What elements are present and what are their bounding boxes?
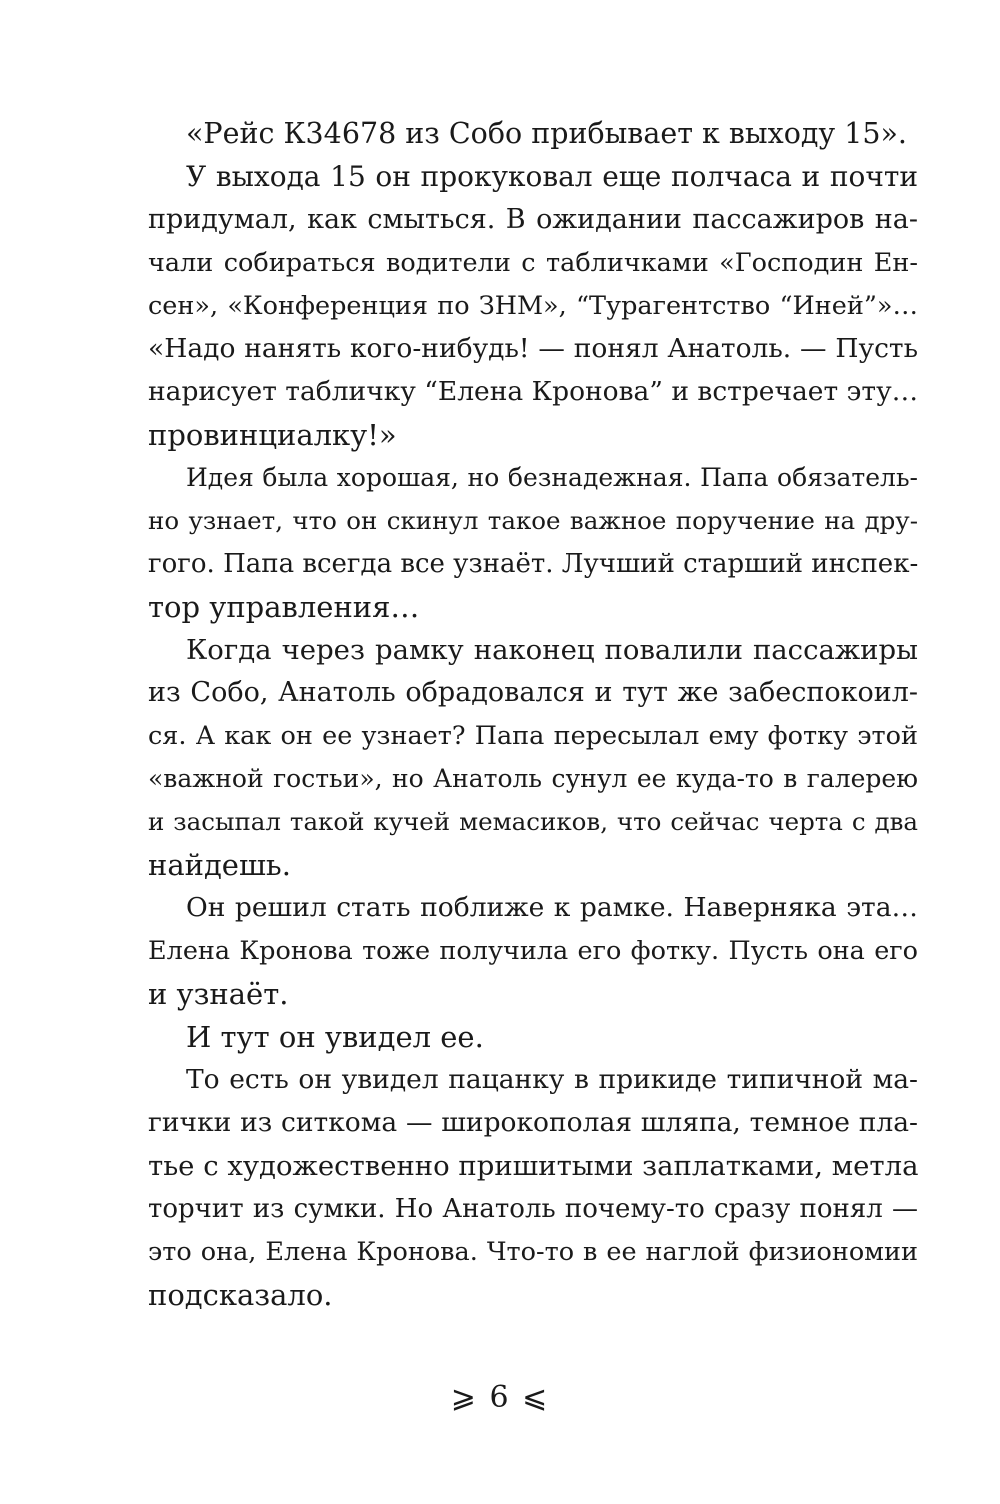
page-number: ⩾ 6 ⩽	[450, 1380, 550, 1415]
text-line: и засыпал такой кучей мемасиков, что сейчас черта с два	[148, 807, 918, 836]
text-line: Елена Кронова тоже получила его фотку. Пусть она его	[148, 936, 918, 966]
text-line: У выхода 15 он прокуковал еще полчаса и почти	[186, 160, 918, 193]
text-line: И тут он увидел ее.	[186, 1020, 484, 1054]
text-line: но узнает, что он скинул такое важное поручение на дру-	[148, 506, 918, 535]
text-line: провинциалку!»	[148, 418, 397, 452]
text-line: подсказало.	[148, 1278, 333, 1312]
text-line: чали собираться водители с табличками «Господин Ен-	[148, 248, 918, 278]
text-line: из Собо, Анатоль обрадовался и тут же забеспокоил-	[148, 677, 918, 708]
text-line: Идея была хорошая, но безнадежная. Папа обязатель-	[186, 463, 918, 492]
text-line: нарисует табличку “Елена Кронова” и встречает эту…	[148, 376, 919, 407]
text-line: «важной гостьи», но Анатоль сунул ее куда-то в галерею	[148, 764, 918, 793]
text-line: тье с художественно пришитыми заплатками, метла	[148, 1150, 919, 1182]
text-line: и узнаёт.	[148, 977, 289, 1011]
text-line: сен», «Конференция по ЗНМ», “Турагентство “Иней”»…	[148, 291, 918, 321]
text-line: гого. Папа всегда все узнаёт. Лучший старший инспек-	[148, 549, 919, 579]
text-line: «Надо нанять кого-нибудь! — понял Анатоль. — Пусть	[148, 333, 918, 364]
text-line: найдешь.	[148, 848, 291, 882]
text-line: торчит из сумки. Но Анатоль почему-то сразу понял —	[148, 1194, 918, 1224]
text-line: это она, Елена Кронова. Что-то в ее наглой физиономии	[148, 1237, 918, 1267]
text-line: ся. А как он ее узнает? Папа пересылал ему фотку этой	[148, 721, 918, 751]
text-line: Когда через рамку наконец повалили пассажиры	[186, 634, 918, 666]
text-line: тор управления…	[148, 590, 420, 624]
text-line: Он решил стать поближе к рамке. Наверняка эта…	[186, 892, 918, 923]
text-line: «Рейс К34678 из Собо прибывает к выходу 15».	[186, 117, 907, 150]
text-line: То есть он увидел пацанку в прикиде типичной ма-	[186, 1064, 918, 1095]
text-line: гички из ситкома — широкополая шляпа, темное пла-	[148, 1107, 918, 1138]
text-line: придумал, как смыться. В ожидании пассажиров на-	[148, 204, 918, 235]
